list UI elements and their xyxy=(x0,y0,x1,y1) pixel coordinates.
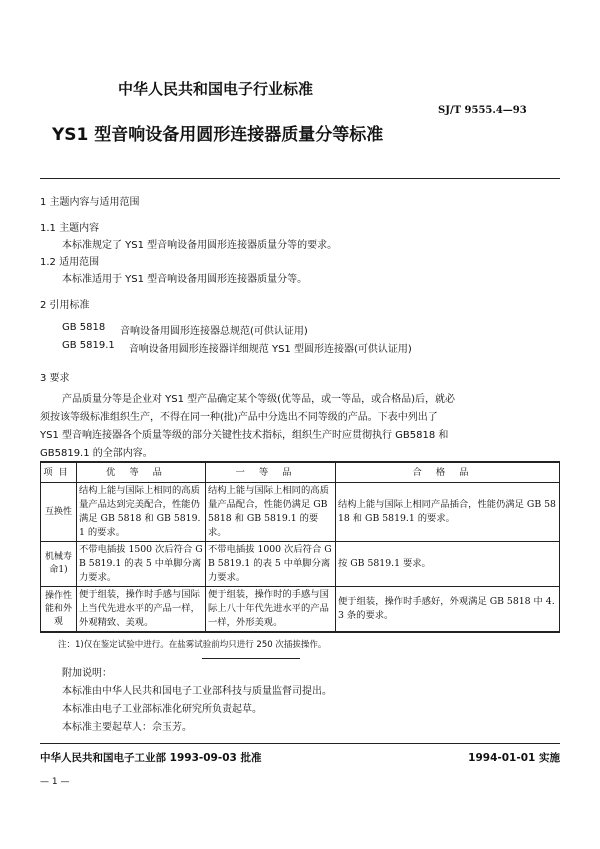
paragraph-line: 产品质量分等是企业对 YS1 型产品确定某个等级(优等品，或一等品，或合格品)后，就必 xyxy=(62,394,455,405)
section-2-heading: 2 引用标准 xyxy=(40,300,90,311)
table-cell: 按 GB 5819.1 要求。 xyxy=(336,542,560,587)
section-1-1-body: 本标准规定了 YS1 型音响设备用圆形连接器质量分等的要求。 xyxy=(62,240,338,251)
section-1-1-heading: 1.1 主题内容 xyxy=(40,223,100,234)
standard-code: SJ/T 9555.4—93 xyxy=(438,105,527,116)
table-cell: 便于组装，操作时的手感与国际上八十年代先进水平的产品一样，外形美观。 xyxy=(206,587,336,633)
additional-line: 本标准由中华人民共和国电子工业部科技与质量监督司提出。 xyxy=(62,686,332,697)
table-note: 注：1)仅在鉴定试验中进行。在盐雾试验前均只进行 250 次插拔操作。 xyxy=(58,640,327,650)
table-row xyxy=(41,542,560,587)
header-first-class: 一等品 xyxy=(206,462,336,483)
row-label: 机械寿命1) xyxy=(41,542,77,587)
header-qualified: 合格品 xyxy=(336,462,560,483)
additional-heading: 附加说明： xyxy=(62,668,112,679)
table-cell: 结构上能与国际上相同的高质量产品达到完美配合，性能仍满足 GB 5818 和 GB 5819.1 的要求。 xyxy=(77,483,206,542)
reference-title: 音响设备用圆形连接器详细规范 YS1 型圆形连接器(可供认证用) xyxy=(128,344,412,355)
header-superior: 优等品 xyxy=(77,462,206,483)
reference-item xyxy=(62,340,412,355)
table-row xyxy=(41,483,560,542)
footer xyxy=(40,750,560,765)
paragraph-line: 须按该等级标准组织生产，不得在同一种(批)产品中分选出不同等级的产品。下表中列出了 xyxy=(40,412,438,423)
section-1-2-body: 本标准适用于 YS1 型音响设备用圆形连接器质量分等。 xyxy=(62,274,308,285)
lower-content xyxy=(40,461,560,787)
reference-item xyxy=(62,322,308,337)
reference-title: 音响设备用圆形连接器总规范(可供认证用) xyxy=(120,326,308,337)
effective-date: 1994-01-01 实施 xyxy=(468,752,560,764)
additional-line: 本标准主要起草人：佘玉芳。 xyxy=(62,722,192,733)
page-number: — 1 — xyxy=(40,777,70,787)
reference-code: GB 5818 xyxy=(62,322,106,333)
table-cell: 不带电插拔 1500 次后符合 GB 5819.1 的表 5 中单脚分离力要求。 xyxy=(77,542,206,587)
header-item: 项目 xyxy=(41,462,77,483)
table-cell: 结构上能与国际上相同产品插合，性能仍满足 GB 5818 和 GB 5819.1 的要求。 xyxy=(336,483,560,542)
row-label: 操作性能和外观 xyxy=(41,587,77,633)
table-row xyxy=(41,587,560,633)
paragraph-line: YS1 型音响连接器各个质量等级的部分关键性技术指标，组织生产时应贯彻执行 GB5818 和 xyxy=(40,430,449,441)
table-header-row xyxy=(41,462,560,483)
table-cell: 便于组装，操作时手感好，外观满足 GB 5818 中 4.3 条的要求。 xyxy=(336,587,560,633)
footer-rule xyxy=(40,743,560,744)
section-1-2-heading: 1.2 适用范围 xyxy=(40,257,100,268)
section-1-heading: 1 主题内容与适用范围 xyxy=(40,197,140,208)
row-label: 互换性 xyxy=(41,483,77,542)
section-3-heading: 3 要求 xyxy=(40,373,70,384)
title-rule xyxy=(40,178,560,179)
short-rule xyxy=(202,658,300,659)
table-cell: 结构上能与国际上相同的高质量产品配合，性能仍满足 GB 5818 和 GB 5819.1 的要求。 xyxy=(206,483,336,542)
table-cell: 便于组装，操作时手感与国际上当代先进水平的产品一样，外观精致、美观。 xyxy=(77,587,206,633)
paragraph-line: GB5819.1 的全部内容。 xyxy=(40,448,153,459)
table-cell: 不带电插拔 1000 次后符合 GB 5819.1 的表 5 中单脚分离力要求。 xyxy=(206,542,336,587)
approval-date: 中华人民共和国电子工业部 1993-09-03 批准 xyxy=(40,752,262,764)
document-title: YS1 型音响设备用圆形连接器质量分等标准 xyxy=(52,125,384,145)
additional-line: 本标准由电子工业部标准化研究所负责起草。 xyxy=(62,704,262,715)
reference-code: GB 5819.1 xyxy=(62,340,115,351)
quality-grade-table xyxy=(40,461,560,633)
issuing-org: 中华人民共和国电子行业标准 xyxy=(118,80,314,98)
